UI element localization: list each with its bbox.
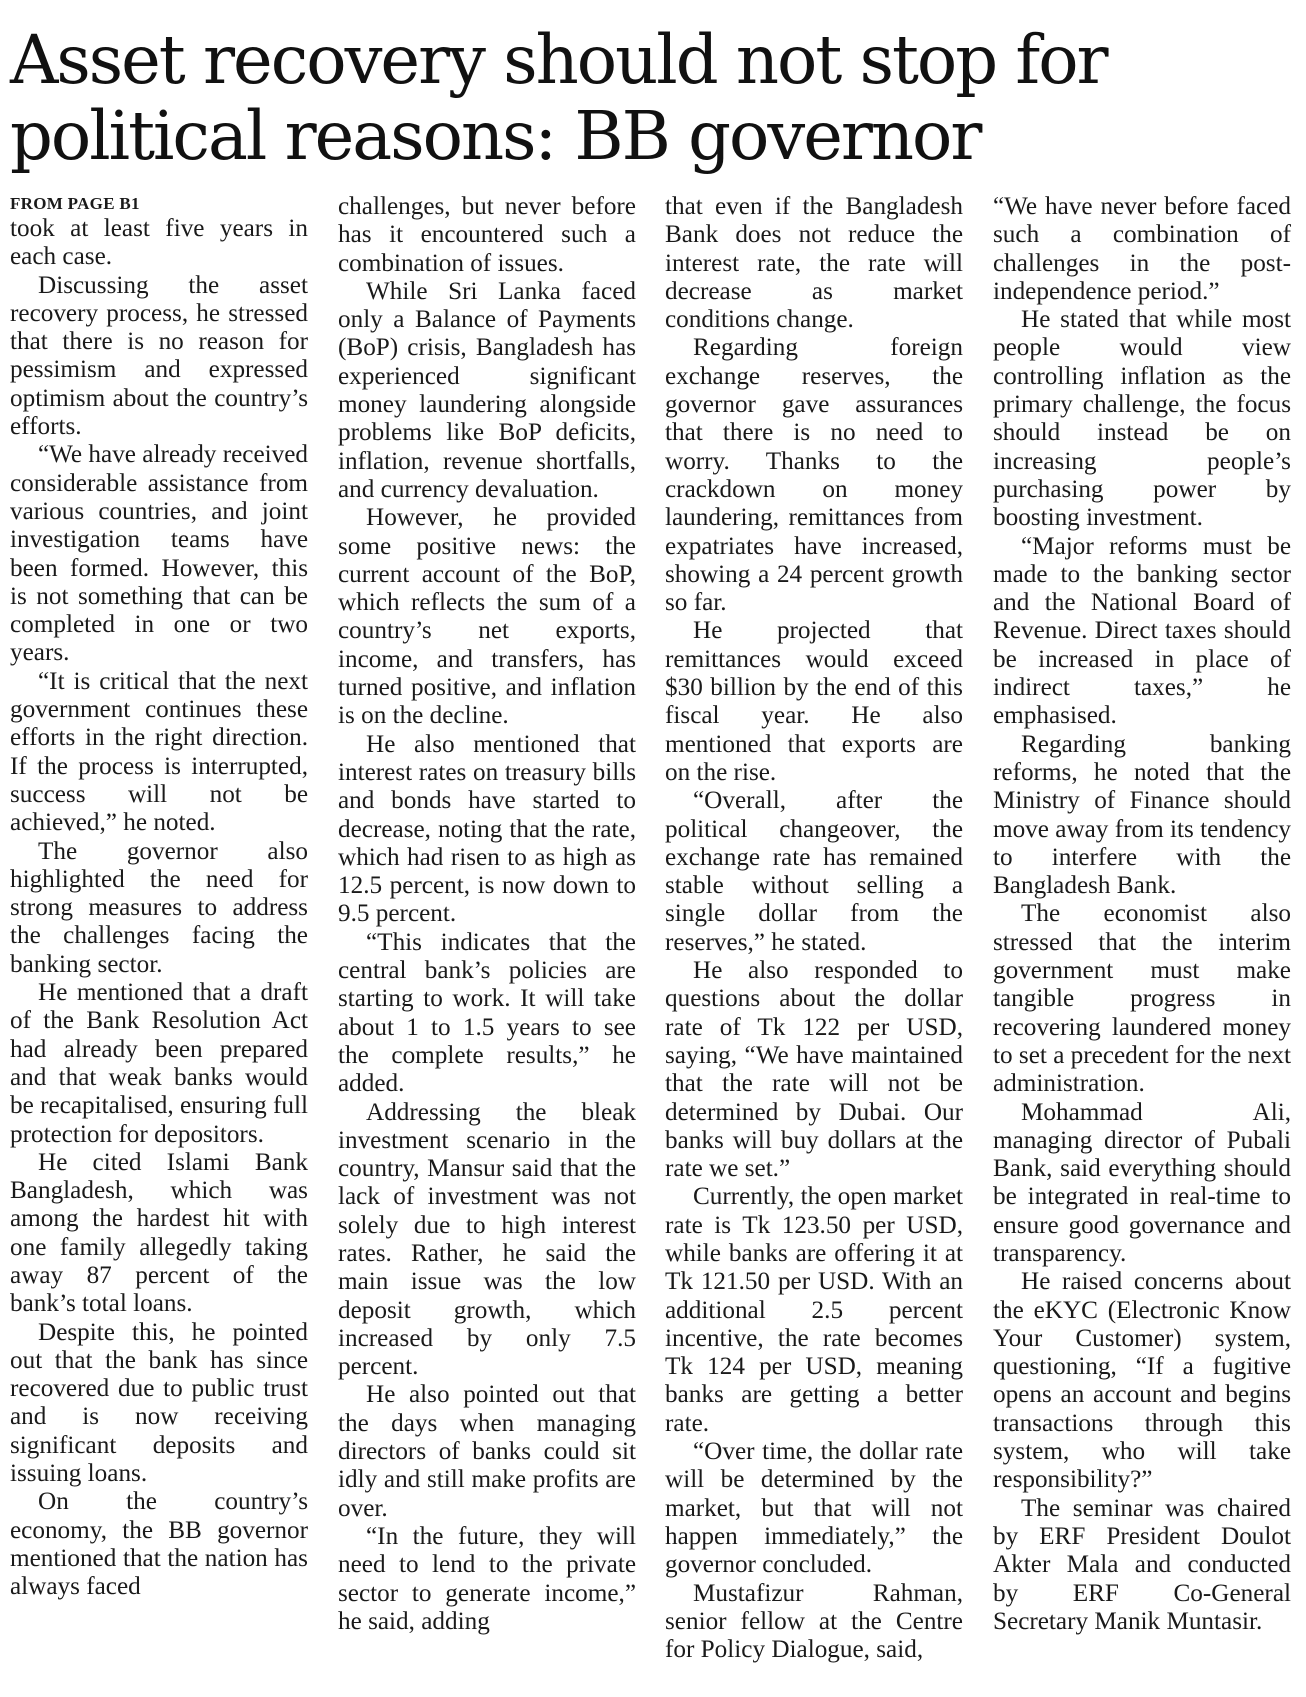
paragraph: On the country’s economy, the BB governor mentioned that the nation has always faced — [10, 1488, 308, 1601]
paragraph: Currently, the open market rate is Tk 123.50 per USD, while banks are offering it at Tk 121.50 per USD. With an additional 2.5 percent incentive, the rate becomes Tk 124 per USD, meaning banks are getting a better rate. — [665, 1183, 963, 1437]
paragraph: While Sri Lanka faced only a Balance of Payments (BoP) crisis, Bangladesh has experienced significant money laundering alongside problems like BoP deficits, inflation, revenue shortfalls, and currency devaluation. — [338, 277, 636, 503]
paragraph: He also responded to questions about the dollar rate of Tk 122 per USD, saying, “We have maintained that the rate will not be determined by Dubai. Our banks will buy dollars at the rate we set.” — [665, 957, 963, 1183]
paragraph: He also pointed out that the days when managing directors of banks could sit idly and still make profits are over. — [338, 1381, 636, 1522]
paragraph: challenges, but never before has it encountered such a combination of issues. — [338, 193, 636, 277]
paragraph: However, he provided some positive news: the current account of the BoP, which reflects the sum of a country’s net exports, income, and transfers, has turned positive, and inflation is on the decline. — [338, 504, 636, 730]
paragraph: “Over time, the dollar rate will be determined by the market, but that will not happen immediately,” the governor concluded. — [665, 1438, 963, 1579]
paragraph: He raised concerns about the eKYC (Electronic Know Your Customer) system, questioning, “If a fugitive opens an account and begins transactions through this system, who will take responsibility?” — [993, 1268, 1291, 1494]
article-column-2 — [338, 193, 636, 1636]
kicker: FROM PAGE B1 — [10, 194, 140, 213]
paragraph: “Overall, after the political changeover, the exchange rate has remained stable without selling a single dollar from the reserves,” he stated. — [665, 787, 963, 956]
paragraph: He also mentioned that interest rates on treasury bills and bonds have started to decrease, noting that the rate, which had risen to as high as 12.5 percent, is now down to 9.5 percent. — [338, 730, 636, 928]
article-column-3 — [665, 193, 963, 1664]
paragraph: that even if the Bangladesh Bank does not reduce the interest rate, the rate will decrease as market conditions change. — [665, 193, 963, 334]
paragraph: “We have already received considerable assistance from various countries, and joint investigation teams have been formed. However, this is not something that can be completed in one or two years. — [10, 441, 308, 667]
paragraph: Mohammad Ali, managing director of Pubali Bank, said everything should be integrated in real-time to ensure good governance and transparency. — [993, 1098, 1291, 1267]
paragraph: Discussing the asset recovery process, he stressed that there is no reason for pessimism and expressed optimism about the country’s efforts. — [10, 271, 308, 441]
paragraph: He cited Islami Bank Bangladesh, which was among the hardest hit with one family allegedly taking away 87 percent of the bank’s total loans. — [10, 1148, 308, 1318]
paragraph: Mustafizur Rahman, senior fellow at the Centre for Policy Dialogue, said, — [665, 1579, 963, 1664]
paragraph: Despite this, he pointed out that the bank has since recovered due to public trust and is now receiving significant deposits and issuing loans. — [10, 1318, 308, 1488]
paragraph: Addressing the bleak investment scenario in the country, Mansur said that the lack of investment was not solely due to high interest rates. Rather, he said the main issue was the low deposit growth, which increased by only 7.5 percent. — [338, 1098, 636, 1381]
paragraph: “In the future, they will need to lend to the private sector to generate income,” he said, adding — [338, 1522, 636, 1635]
paragraph: He mentioned that a draft of the Bank Resolution Act had already been prepared and that weak banks would be recapitalised, ensuring full protection for depositors. — [10, 979, 308, 1148]
headline: Asset recovery should not stop for political reasons: BB governor — [10, 21, 1107, 175]
paragraph: The governor also highlighted the need for strong measures to address the challenges facing the banking sector. — [10, 837, 308, 978]
paragraph: “This indicates that the central bank’s policies are starting to work. It will take about 1 to 1.5 years to see the complete results,” he added. — [338, 928, 636, 1098]
paragraph: Regarding foreign exchange reserves, the governor gave assurances that there is no need to worry. Thanks to the crackdown on money laundering, remittances from expatriates have increased, showing a 24 percent growth so far. — [665, 334, 963, 617]
article-column-1 — [10, 193, 308, 1602]
article-column-4 — [993, 193, 1291, 1636]
paragraph: He projected that remittances would exceed $30 billion by the end of this fiscal year. He also mentioned that exports are on the rise. — [665, 617, 963, 786]
paragraph: The economist also stressed that the interim government must make tangible progress in recovering laundered money to set a precedent for the next administration. — [993, 900, 1291, 1098]
paragraph: He stated that while most people would view controlling inflation as the primary challenge, the focus should instead be on increasing people’s purchasing power by boosting investment. — [993, 306, 1291, 532]
paragraph: Regarding banking reforms, he noted that the Ministry of Finance should move away from its tendency to interfere with the Bangladesh Bank. — [993, 730, 1291, 900]
paragraph: took at least five years in each case. — [10, 215, 308, 271]
paragraph: “Major reforms must be made to the banking sector and the National Board of Revenue. Direct taxes should be increased in place of indirect taxes,” he emphasised. — [993, 532, 1291, 730]
paragraph: The seminar was chaired by ERF President Doulot Akter Mala and conducted by ERF Co-General Secretary Manik Muntasir. — [993, 1494, 1291, 1635]
paragraph: “It is critical that the next government continues these efforts in the right direction. If the process is interrupted, success will not be achieved,” he noted. — [10, 667, 308, 837]
paragraph: “We have never before faced such a combination of challenges in the post-independence period.” — [993, 193, 1291, 305]
